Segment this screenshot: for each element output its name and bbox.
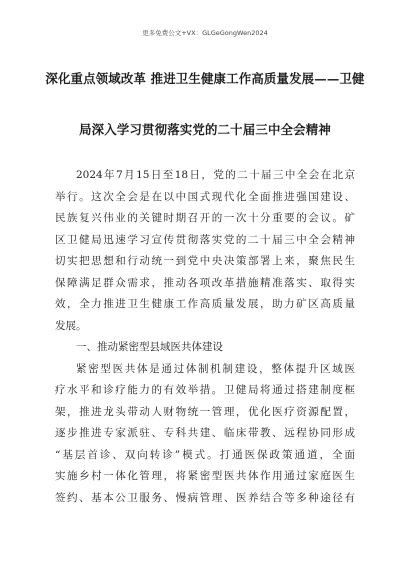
document-title-line-2: 局深入学习贯彻落实党的二十届三中全会精神	[79, 122, 331, 137]
paragraph-2-line: 紧密型医共体是通过体制机制建设，整体提升区域医	[76, 362, 355, 375]
paragraph-1-line: 效，全力推进卫生健康工作高质量发展，助力矿区高质量	[55, 298, 355, 310]
paragraph-1-line: 举行。这次全会是在以中国式现代化全面推进强国建设、	[55, 190, 355, 203]
paragraph-1-line: 2024年7月15日至18日，党的二十届三中全会在北京	[76, 169, 355, 181]
paragraph-2-line: 实施乡村一体化管理，将紧密型医共体作用通过家庭医生	[55, 470, 355, 482]
header-note: 更多免费公文+VX：GLGeGongWen2024	[142, 29, 268, 37]
paragraph-1-line: 区卫健局迅速学习宣传贯彻落实党的二十届三中全会精神	[55, 233, 355, 246]
section-1-heading: 一、推动紧密型县域医共体建设	[76, 341, 223, 353]
paragraph-2-line: 疗水平和诊疗能力的有效举措。卫健局将通过搭建制度框	[55, 384, 355, 396]
paragraph-1-line: 民族复兴伟业的关键时期召开的一次十分重要的会议。矿	[55, 212, 355, 224]
paragraph-2-line: “基层首诊、双向转诊”模式。打通医保政策通道，全面	[55, 448, 355, 461]
paragraph-1-line: 保障满足群众需求，推动各项改革措施精准落实、取得实	[55, 276, 355, 289]
document-title-line-1: 深化重点领域改革 推进卫生健康工作高质量发展——卫健	[45, 71, 365, 86]
paragraph-2-line: 逐步推进专家派驻、专科共建、临床带教、远程协同形成	[55, 427, 355, 439]
document-body	[55, 165, 355, 509]
paragraph-2-line: 签约、基本公卫服务、慢病管理、医养结合等多种途径有	[55, 491, 355, 504]
paragraph-1-line: 切实把思想和行动统一到党中央决策部署上来，聚焦民生	[55, 255, 355, 267]
paragraph-1-line: 发展。	[55, 319, 87, 332]
paragraph-2-line: 架，推进龙头带动人财物统一管理，优化医疗资源配置，	[55, 405, 355, 418]
